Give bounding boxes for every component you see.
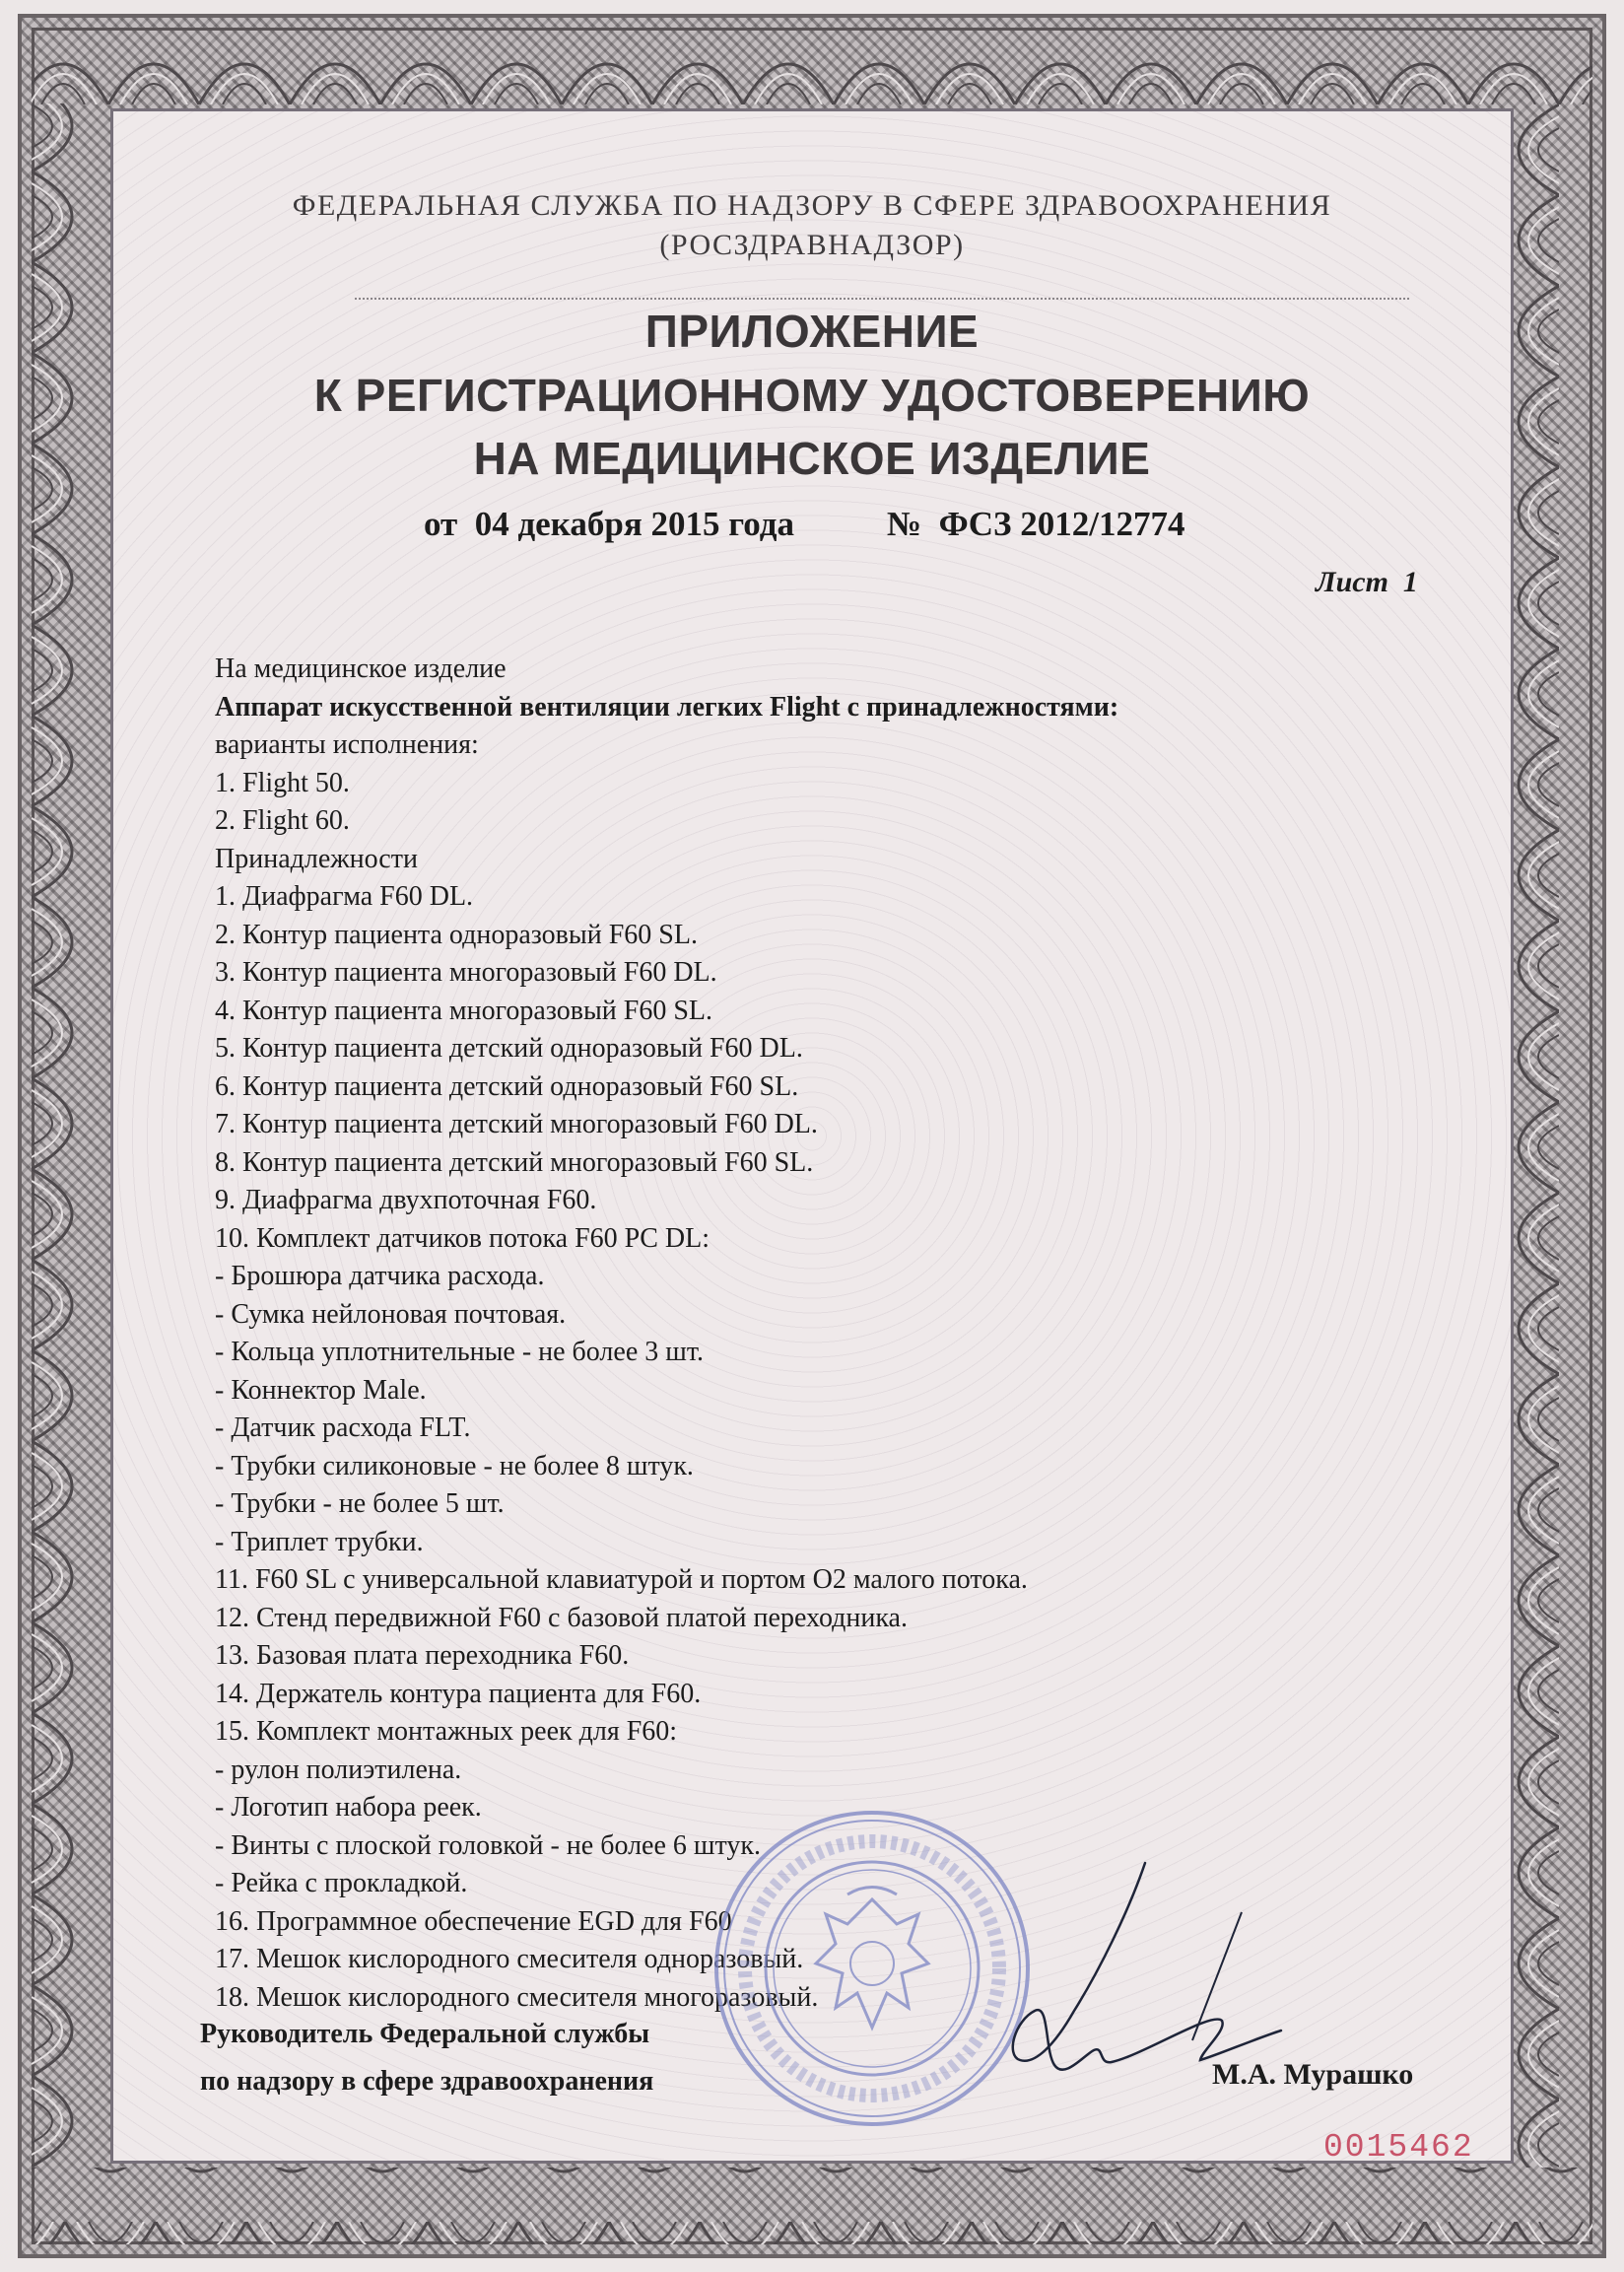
list-item: 2. Контур пациента одноразовый F60 SL. [215, 919, 698, 950]
list-item: 8. Контур пациента детский многоразовый F60 SL. [215, 1146, 814, 1178]
list-item: 4. Контур пациента многоразовый F60 SL. [215, 995, 713, 1026]
list-item: - Кольца уплотнительные - не более 3 шт. [215, 1337, 704, 1367]
list-item: - Трубки силиконовые - не более 8 штук. [215, 1450, 694, 1481]
form-serial-number: 0015462 [1323, 2129, 1474, 2166]
list-item: 5. Контур пациента детский одноразовый F60 DL. [215, 1033, 803, 1064]
list-item: - Сумка нейлоновая почтовая. [215, 1298, 567, 1330]
list-item: 3. Контур пациента многоразовый F60 DL. [215, 957, 717, 988]
intro-text: На медицинское изделие [215, 654, 507, 684]
agency-abbreviation: (РОСЗДРАВНАДЗОР) [659, 229, 965, 261]
issue-date: от 04 декабря 2015 года [424, 505, 794, 543]
signatory-title-line-2: по надзору в сфере здравоохранения [200, 2066, 654, 2097]
registration-number: № ФСЗ 2012/12774 [887, 505, 1185, 543]
list-item: 7. Контур пациента детский многоразовый F60 DL. [215, 1109, 818, 1139]
list-item: - Коннектор Male. [215, 1374, 427, 1406]
device-name: Аппарат искусственной вентиляции легких Flight с принадлежностями: [215, 691, 1119, 723]
list-item: 6. Контур пациента детский одноразовый F60 SL. [215, 1070, 799, 1102]
title-line-1: ПРИЛОЖЕНИЕ [644, 306, 980, 357]
list-item: 1. Flight 50. [215, 767, 350, 798]
list-item: - Логотип набора реек. [215, 1792, 482, 1823]
list-item: 18. Мешок кислородного смесителя многоразовый. [215, 1981, 819, 2013]
list-item: 10. Комплект датчиков потока F60 PC DL: [215, 1222, 710, 1254]
list-item: - Брошюра датчика расхода. [215, 1261, 545, 1291]
list-item: 13. Базовая плата переходника F60. [215, 1640, 630, 1671]
header-divider [355, 298, 1409, 300]
sheet-number: Лист 1 [1316, 566, 1418, 598]
list-item: - Трубки - не более 5 шт. [215, 1488, 505, 1519]
list-item: Принадлежности [215, 843, 418, 874]
list-item: 9. Диафрагма двухпоточная F60. [215, 1185, 597, 1215]
list-item: 12. Стенд передвижной F60 с базовой платой переходника. [215, 1602, 908, 1633]
list-item: 11. F60 SL с универсальной клавиатурой и портом O2 малого потока. [215, 1564, 1028, 1595]
list-item: 15. Комплект монтажных реек для F60: [215, 1716, 678, 1747]
signatory-title [200, 2011, 653, 2105]
signatory-name: М.А. Мурашко [1212, 2058, 1414, 2091]
list-item: 2. Flight 60. [215, 805, 350, 836]
agency-name: ФЕДЕРАЛЬНАЯ СЛУЖБА ПО НАДЗОРУ В СФЕРЕ ЗДРАВООХРАНЕНИЯ [292, 189, 1332, 222]
list-item: 1. Диафрагма F60 DL. [215, 881, 474, 912]
list-item: - Триплет трубки. [215, 1526, 424, 1557]
list-item: 16. Программное обеспечение EGD для F60 [215, 1905, 732, 1937]
list-item: - Рейка с прокладкой. [215, 1868, 468, 1898]
list-item: 17. Мешок кислородного смесителя одноразовый. [215, 1944, 804, 1974]
list-item: варианты исполнения: [215, 729, 479, 760]
list-item: 14. Держатель контура пациента для F60. [215, 1678, 702, 1709]
list-item: - рулон полиэтилена. [215, 1754, 462, 1785]
list-item: - Винты с плоской головкой - не более 6 штук. [215, 1829, 761, 1861]
list-item: - Датчик расхода FLT. [215, 1412, 471, 1443]
title-line-3: НА МЕДИЦИНСКОЕ ИЗДЕЛИЕ [473, 433, 1151, 484]
title-line-2: К РЕГИСТРАЦИОННОМУ УДОСТОВЕРЕНИЮ [313, 370, 1311, 421]
signatory-title-line-1: Руководитель Федеральной службы [200, 2019, 650, 2049]
